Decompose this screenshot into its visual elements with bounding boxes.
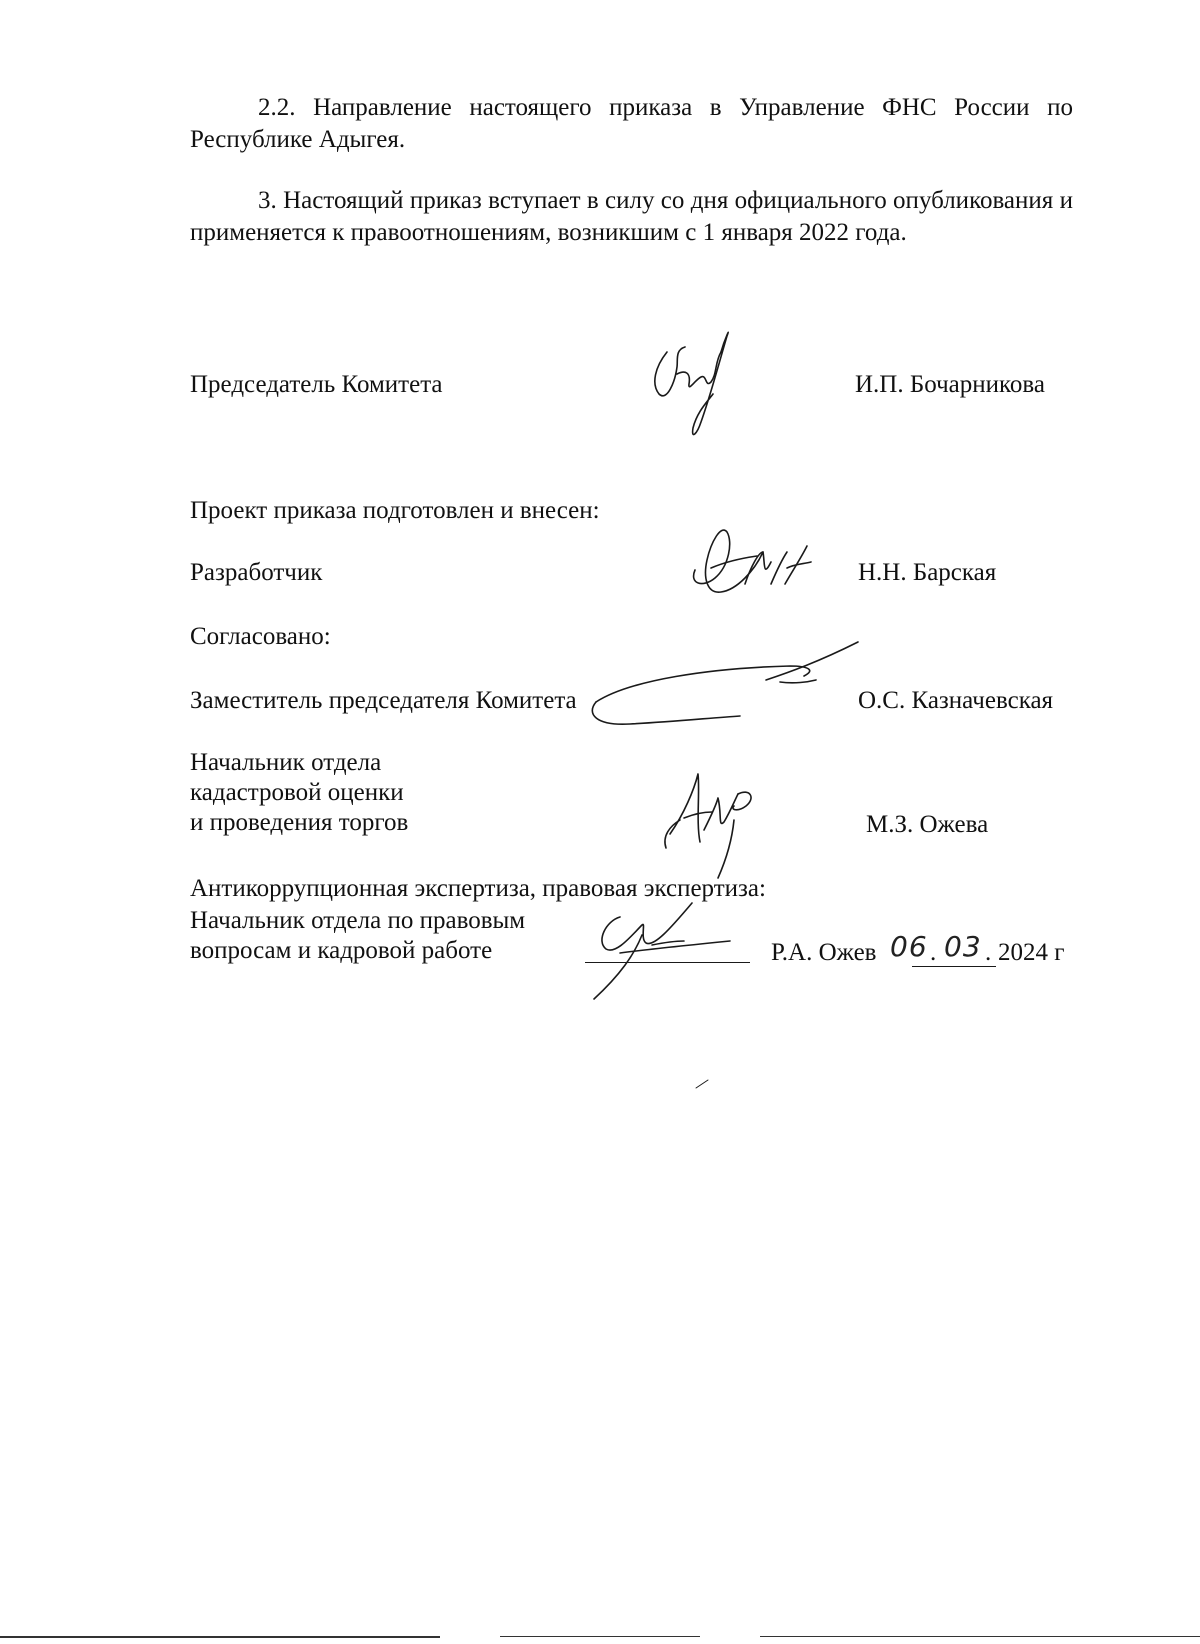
agreed-heading: Согласовано:: [190, 623, 331, 650]
dept-head-title-line-3: и проведения торгов: [190, 809, 409, 836]
legal-head-title-line-2: вопросам и кадровой работе: [190, 937, 493, 964]
scan-edge-line-right: [760, 1636, 1200, 1637]
dept-head-title-line-2: кадастровой оценки: [190, 779, 404, 806]
legal-head-title-line-1: Начальник отдела по правовым: [190, 907, 526, 934]
developer-title: Разработчик: [190, 559, 323, 586]
legal-head-title: [190, 906, 525, 966]
date-underline: [912, 966, 996, 967]
dept-head-title: [190, 748, 408, 838]
deputy-signature: [590, 640, 870, 750]
dept-head-name: М.З. Ожева: [866, 811, 989, 838]
dept-head-title-line-1: Начальник отдела: [190, 749, 382, 776]
legal-head-signature-line: [585, 962, 750, 963]
deputy-name: О.С. Казначевская: [858, 687, 1054, 714]
dept-head-signature: [660, 762, 770, 882]
scan-edge-line-middle: [500, 1636, 700, 1637]
paragraph-3: 3. Настоящий приказ вступает в силу со дня официального опубликования и применяется к правоотношениям, возникшим с 1 января 2022 года.: [190, 187, 1073, 246]
deputy-title: Заместитель председателя Комитета: [190, 687, 577, 714]
date-dot-2: .: [985, 939, 992, 966]
paragraph-2-2: 2.2. Направление настоящего приказа в Управление ФНС России по Республике Адыгея.: [190, 94, 1073, 153]
legal-head-signature: [580, 895, 740, 1005]
handwritten-month: 03: [944, 930, 982, 963]
date-dot-1: .: [930, 939, 937, 966]
chairman-signature: [645, 322, 745, 447]
scan-edge-line-left: [0, 1636, 440, 1638]
legal-head-name: Р.А. Ожев: [771, 939, 877, 966]
developer-name: Н.Н. Барская: [858, 559, 997, 586]
chairman-name: И.П. Бочарникова: [855, 371, 1045, 398]
expertise-heading: Антикоррупционная экспертиза, правовая экспертиза:: [190, 875, 766, 902]
project-heading: Проект приказа подготовлен и внесен:: [190, 497, 600, 524]
developer-signature: [685, 522, 815, 602]
year-suffix: 2024 г: [998, 939, 1065, 966]
chairman-title: Председатель Комитета: [190, 371, 443, 398]
handwritten-day: 06: [890, 930, 928, 963]
scan-speck: [694, 1078, 710, 1090]
